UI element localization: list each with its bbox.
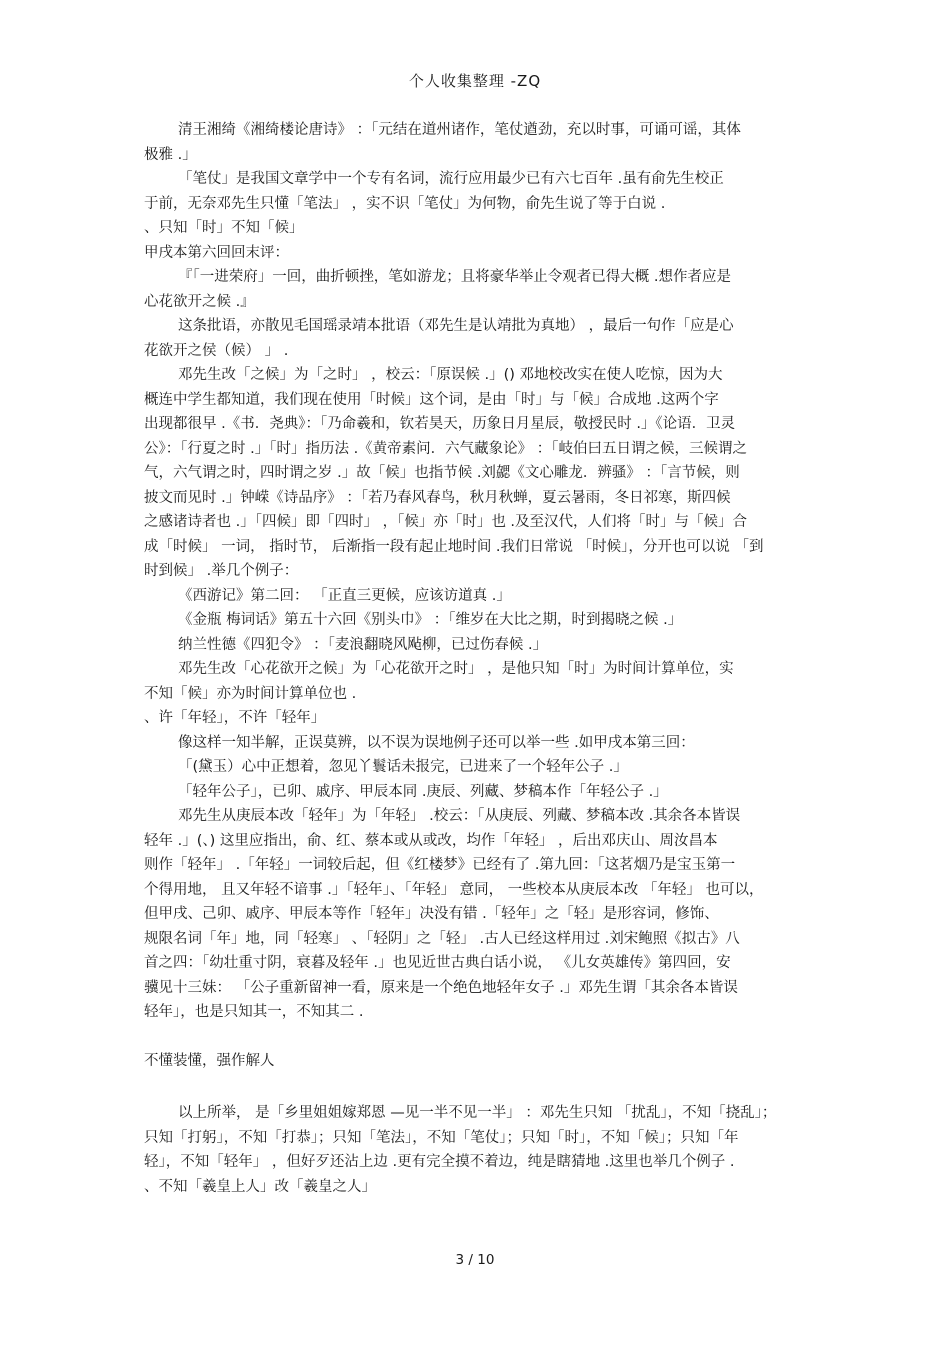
text-line: 之感诸诗者也 .」「四候」即「四时」 ，「候」亦「时」也 .及至汉代，人们将「时」与「候」合 [144,514,748,530]
text-line: 心花欲开之候 .』 [144,293,255,310]
text-line: 轻年」，也是只知其一，不知其二 . [144,1004,364,1020]
text-line: 『「一进荣府」一回，曲折顿挫，笔如游龙；且将豪华举止令观者已得大概 .想作者应是 [178,269,731,285]
text-line: 邓先生从庚辰本改「轻年」为「年轻」 .校云：「从庚辰、列藏、梦稿本改 .其余各本皆误 [178,808,741,824]
text-line: 不知「候」亦为时间计算单位也 . [144,685,357,702]
text-line: 成「时候」 一词， 指时节， 后渐指一段有起止地时间 .我们日常说 「时候」，分开也可以说 「到 [144,538,764,555]
text-line: 《西游记》第二回： 「正直三更候，应该访道真 .」 [178,587,511,604]
text-line: 但甲戌、己卯、戚序、甲辰本等作「轻年」决没有错 .「轻年」之「轻」是形容词，修饰、 [144,906,719,922]
text-line: 骥见十三妹： 「公子重新留神一看，原来是一个绝色地轻年女子 .」邓先生谓「其余各本皆误 [144,979,738,996]
text-line: 只知「打躬」，不知「打恭」；只知「笔法」，不知「笔仗」；只知「时」，不知「候」；只知「年 [144,1129,739,1146]
text-line: 邓先生改「心花欲开之候」为「心花欲开之时」 ，是他只知「时」为时间计算单位，实 [178,661,734,677]
document-body [144,118,809,1199]
text-line: 像这样一知半解，正误莫辨，以不误为误地例子还可以举一些 .如甲戌本第三回： [178,734,695,751]
text-line: 披文而见时 .」钟嵘《诗品序》 ：「若乃春风春鸟，秋月秋蝉，夏云暑雨，冬日祁寒，斯四候 [144,489,731,506]
paragraph-spacer [144,1073,809,1101]
text-line: 个得用地， 且又年轻不谙事 .」「轻年」、「年轻」 意同， 一些校本从庚辰本改 「年轻」 也可以， [144,881,764,898]
text-line: 不懂装懂，强作解人 [144,1052,275,1069]
text-line: 公》：「行夏之时 .」「时」指历法 .《黄帝素问．六气藏象论》 ：「岐伯曰五日谓之候，三候谓之 [144,440,748,457]
text-line: 则作「轻年」 .「年轻」一词较后起，但《红楼梦》已经有了 .第九回：「这茗烟乃是宝玉第一 [144,857,736,873]
text-line: 、不知「羲皇上人」改「羲皇之人」 [144,1178,376,1195]
text-line: 「轻年公子」，已卯、戚序、甲辰本同 .庚辰、列藏、梦稿本作「年轻公子 .」 [178,783,668,800]
page-number: 3 / 10 [455,1252,495,1268]
text-line: 以上所举， 是「乡里姐姐嫁郑恩 —见一半不见一半」 ：邓先生只知 「扰乱」，不知「挠乱」； [178,1105,777,1121]
text-line: 、许「年轻」，不许「轻年」 [144,710,326,726]
text-line: 首之四：「幼壮重寸阴，衰暮及轻年 .」也见近世古典白话小说， 《儿女英雄传》第四回，安 [144,955,731,971]
page-header: 个人收集整理 -ZQ [408,72,542,90]
text-line: 、只知「时」不知「候」 [144,220,304,236]
paragraph-spacer [144,1025,809,1049]
text-line: 纳兰性德《四犯令》 ：「麦浪翻晓风飐柳，已过伤春候 .」 [178,636,548,653]
text-line: 出现都很早 .《书．尧典》：「乃命羲和，钦若昊天，历象日月星辰，敬授民时 .」《论语．卫灵 [144,416,736,432]
text-line: 规限名词「年」地，同「轻寒」 、「轻阴」之「轻」 .古人已经这样用过 .刘宋鲍照《拟古》八 [144,930,740,947]
text-line: 概连中学生都知道，我们现在使用「时候」这个词，是由「时」与「候」合成地 .这两个字 [144,391,719,408]
text-line: 清王湘绮《湘绮楼论唐诗》 ：「元结在道州诸作，笔仗遒劲，充以时事，可诵可谣，其体 [178,122,741,138]
text-line: 气，六气谓之时，四时谓之岁 .」故「候」也指节候 .刘勰《文心雕龙．辨骚》 ：「言节候，则 [144,465,740,481]
text-line: 时到候」 .举几个例子： [144,563,299,579]
text-line: 《金瓶 梅词话》第五十六回《别头巾》 ：「维岁在大比之期，时到揭晓之候 .」 [178,612,683,628]
text-line: 花欲开之侯（候） 」 . [144,342,289,359]
text-line: 甲戌本第六回回末评： [144,244,289,261]
text-line: 轻」，不知「轻年」 ，但好歹还沾上边 .更有完全摸不着边，纯是瞎猜地 .这里也举几个例子 . [144,1154,735,1170]
text-line: 极雅 .」 [144,146,197,163]
text-line: 「笔仗」是我国文章学中一个专有名词，流行应用最少已有六七百年 .虽有俞先生校正 [178,171,724,187]
text-line: 轻年 .」(、) 这里应指出，俞、红、蔡本或从或改，均作「年轻」 ，后出邓庆山、周汝昌本 [144,832,718,849]
text-line: 这条批语，亦散见毛国瑶录靖本批语（邓先生是认靖批为真地） ，最后一句作「应是心 [178,318,734,334]
text-line: 于前，无奈邓先生只懂「笔法」 ，实不识「笔仗」为何物，俞先生说了等于白说 . [144,195,666,212]
text-line: 「(黛玉）心中正想着，忽见丫鬟话未报完，已进来了一个轻年公子 .」 [178,759,628,775]
text-line: 邓先生改「之候」为「之时」 ，校云：「原误候 .」() 邓地校改实在使人吃惊，因为大 [178,367,723,383]
